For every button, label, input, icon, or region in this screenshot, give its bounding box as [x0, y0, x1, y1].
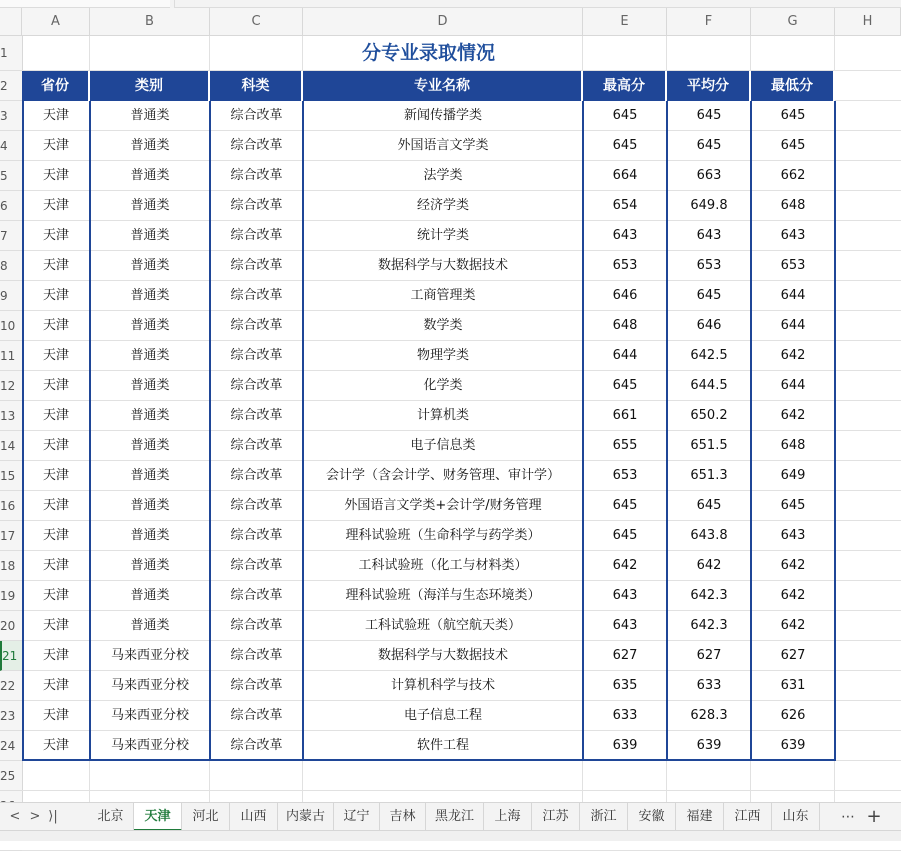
table-column-border: [582, 101, 584, 761]
table-cell[interactable]: 天津: [42, 498, 69, 513]
table-cell[interactable]: 642: [780, 588, 806, 603]
table-cell[interactable]: 646: [696, 318, 722, 333]
table-cell[interactable]: 627: [612, 648, 638, 663]
table-cell[interactable]: 654: [612, 198, 638, 213]
table-cell[interactable]: 628.3: [690, 708, 728, 723]
table-cell[interactable]: 普通类: [130, 258, 170, 273]
row-header-19[interactable]: 19: [0, 581, 22, 611]
table-cell[interactable]: 649: [780, 468, 806, 483]
row-header-7[interactable]: 7: [0, 221, 22, 251]
table-cell[interactable]: 马来西亚分校: [110, 648, 189, 663]
column-header-b[interactable]: B: [90, 8, 210, 35]
column-header-f[interactable]: F: [667, 8, 751, 35]
table-cell[interactable]: 普通类: [130, 558, 170, 573]
row-header-2[interactable]: 2: [0, 71, 22, 101]
table-cell[interactable]: 马来西亚分校: [110, 738, 189, 753]
sheet-tab[interactable]: 江西: [724, 803, 772, 831]
row-header-16[interactable]: 16: [0, 491, 22, 521]
table-cell[interactable]: 外国语言文学类+会计学/财务管理: [344, 498, 542, 513]
table-cell[interactable]: 综合改革: [230, 498, 283, 513]
table-cell[interactable]: 663: [696, 168, 722, 183]
table-cell[interactable]: 软件工程: [416, 738, 469, 753]
sheet-tab[interactable]: 黑龙江: [426, 803, 484, 831]
table-cell[interactable]: 643: [696, 228, 722, 243]
table-cell[interactable]: 635: [612, 678, 638, 693]
row-header-17[interactable]: 17: [0, 521, 22, 551]
table-cell[interactable]: 645: [696, 498, 722, 513]
table-column-border: [22, 101, 24, 761]
table-cell[interactable]: 普通类: [130, 318, 170, 333]
row-header-bar: [0, 36, 23, 802]
table-cell[interactable]: 天津: [42, 258, 69, 273]
table-cell[interactable]: 普通类: [130, 228, 170, 243]
row-header-8[interactable]: 8: [0, 251, 22, 281]
table-cell[interactable]: 627: [780, 648, 806, 663]
row-header-20[interactable]: 20: [0, 611, 22, 641]
table-cell[interactable]: 综合改革: [230, 138, 283, 153]
table-cell[interactable]: 651.3: [690, 468, 728, 483]
table-cell[interactable]: 642.3: [690, 618, 728, 633]
table-column-border: [302, 101, 304, 761]
table-cell[interactable]: 综合改革: [230, 468, 283, 483]
table-cell[interactable]: 天津: [42, 198, 69, 213]
table-cell[interactable]: 643: [780, 528, 806, 543]
select-all-corner[interactable]: [0, 8, 22, 35]
table-cell[interactable]: 653: [780, 258, 806, 273]
row-header-9[interactable]: 9: [0, 281, 22, 311]
table-cell[interactable]: 普通类: [130, 138, 170, 153]
prev-sheet-button[interactable]: <: [9, 809, 21, 824]
row-header-25[interactable]: 25: [0, 761, 22, 791]
table-cell[interactable]: 普通类: [130, 378, 170, 393]
table-cell[interactable]: 627: [696, 648, 722, 663]
table-cell[interactable]: 综合改革: [230, 588, 283, 603]
table-cell[interactable]: 639: [696, 738, 722, 753]
table-cell[interactable]: 664: [612, 168, 638, 183]
table-cell[interactable]: 新闻传播学类: [403, 108, 482, 123]
table-cell[interactable]: 综合改革: [230, 258, 283, 273]
row-header-21[interactable]: 21: [0, 641, 22, 671]
table-cell[interactable]: 综合改革: [230, 738, 283, 753]
table-header-cell[interactable]: 平均分: [667, 71, 751, 101]
table-cell[interactable]: 642: [780, 558, 806, 573]
table-header-cell[interactable]: 科类: [210, 71, 303, 101]
table-cell[interactable]: 天津: [42, 618, 69, 633]
row-header-15[interactable]: 15: [0, 461, 22, 491]
row-header-4[interactable]: 4: [0, 131, 22, 161]
column-header-bar: [0, 8, 901, 36]
table-cell[interactable]: 642: [780, 348, 806, 363]
grid-row-line: [22, 790, 901, 791]
table-cell[interactable]: 648: [780, 438, 806, 453]
table-cell[interactable]: 天津: [42, 318, 69, 333]
table-cell[interactable]: 626: [780, 708, 806, 723]
row-header-23[interactable]: 23: [0, 701, 22, 731]
table-cell[interactable]: 综合改革: [230, 198, 283, 213]
table-cell[interactable]: 综合改革: [230, 288, 283, 303]
sheet-title: 分专业录取情况: [361, 42, 495, 64]
last-sheet-button[interactable]: ⟩|: [48, 809, 58, 824]
table-cell[interactable]: 计算机科学与技术: [390, 678, 495, 693]
table-cell[interactable]: 马来西亚分校: [110, 678, 189, 693]
table-cell[interactable]: 633: [612, 708, 638, 723]
table-cell[interactable]: 651.5: [690, 438, 728, 453]
row-header-1[interactable]: 1: [0, 36, 22, 71]
table-cell[interactable]: 648: [612, 318, 638, 333]
sheet-tab[interactable]: 北京: [88, 803, 134, 831]
table-cell[interactable]: 普通类: [130, 588, 170, 603]
table-cell[interactable]: 会计学（含会计学、财务管理、审计学）: [325, 468, 560, 483]
table-cell[interactable]: 综合改革: [230, 408, 283, 423]
table-cell[interactable]: 工商管理类: [410, 288, 476, 303]
table-cell[interactable]: 天津: [42, 348, 69, 363]
table-cell[interactable]: 外国语言文学类: [397, 138, 489, 153]
table-cell[interactable]: 综合改革: [230, 168, 283, 183]
table-column-border: [89, 101, 91, 761]
table-cell[interactable]: 综合改革: [230, 348, 283, 363]
sheet-tab[interactable]: 河北: [182, 803, 230, 831]
table-cell[interactable]: 综合改革: [230, 558, 283, 573]
table-cell[interactable]: 综合改革: [230, 438, 283, 453]
table-cell[interactable]: 650.2: [690, 408, 728, 423]
next-sheet-button[interactable]: >: [29, 809, 41, 824]
row-header-6[interactable]: 6: [0, 191, 22, 221]
table-cell[interactable]: 普通类: [130, 528, 170, 543]
table-cell[interactable]: 电子信息工程: [403, 708, 482, 723]
table-cell[interactable]: 639: [612, 738, 638, 753]
table-cell[interactable]: 普通类: [130, 408, 170, 423]
row-header-11[interactable]: 11: [0, 341, 22, 371]
table-cell[interactable]: 642.3: [690, 588, 728, 603]
table-cell[interactable]: 645: [696, 288, 722, 303]
table-cell[interactable]: 综合改革: [230, 678, 283, 693]
table-cell[interactable]: 645: [780, 138, 806, 153]
table-cell[interactable]: 645: [696, 138, 722, 153]
table-cell[interactable]: 综合改革: [230, 708, 283, 723]
table-cell[interactable]: 662: [780, 168, 806, 183]
sheet-tab[interactable]: 内蒙古: [278, 803, 334, 831]
table-header-cell[interactable]: 类别: [90, 71, 210, 101]
table-cell[interactable]: 645: [780, 108, 806, 123]
table-cell[interactable]: 天津: [42, 588, 69, 603]
table-cell[interactable]: 普通类: [130, 108, 170, 123]
table-cell[interactable]: 645: [612, 108, 638, 123]
table-cell[interactable]: 统计学类: [416, 228, 469, 243]
table-cell[interactable]: 天津: [42, 378, 69, 393]
table-cell[interactable]: 648: [780, 198, 806, 213]
column-header-a[interactable]: A: [22, 8, 90, 35]
table-cell[interactable]: 643.8: [690, 528, 728, 543]
add-sheet-button[interactable]: +: [866, 806, 882, 827]
row-header-14[interactable]: 14: [0, 431, 22, 461]
window-top-strip: [0, 0, 901, 8]
table-cell[interactable]: 计算机类: [416, 408, 469, 423]
table-cell[interactable]: 综合改革: [230, 228, 283, 243]
table-cell[interactable]: 644: [780, 378, 806, 393]
table-cell[interactable]: 645: [780, 498, 806, 513]
row-header-5[interactable]: 5: [0, 161, 22, 191]
table-cell[interactable]: 642: [780, 618, 806, 633]
row-header-12[interactable]: 12: [0, 371, 22, 401]
row-header-13[interactable]: 13: [0, 401, 22, 431]
table-cell[interactable]: 经济学类: [416, 198, 469, 213]
table-cell[interactable]: 数据科学与大数据技术: [377, 648, 508, 663]
table-cell[interactable]: 天津: [42, 138, 69, 153]
table-cell[interactable]: 645: [612, 138, 638, 153]
table-cell[interactable]: 643: [612, 618, 638, 633]
table-cell[interactable]: 633: [696, 678, 722, 693]
table-cell[interactable]: 综合改革: [230, 618, 283, 633]
table-cell[interactable]: 642: [780, 408, 806, 423]
table-cell[interactable]: 物理学类: [416, 348, 469, 363]
table-cell[interactable]: 645: [612, 528, 638, 543]
table-cell[interactable]: 643: [612, 588, 638, 603]
table-cell[interactable]: 天津: [42, 648, 69, 663]
table-header-cell[interactable]: 最低分: [751, 71, 835, 101]
table-cell[interactable]: 综合改革: [230, 318, 283, 333]
table-cell[interactable]: 644: [780, 318, 806, 333]
table-cell[interactable]: 655: [612, 438, 638, 453]
table-cell[interactable]: 644: [612, 348, 638, 363]
table-bottom-border: [22, 759, 835, 761]
table-cell[interactable]: 天津: [42, 738, 69, 753]
sheet-tab[interactable]: 天津: [134, 803, 182, 831]
table-cell[interactable]: 工科试验班（化工与材料类）: [358, 558, 528, 573]
table-cell[interactable]: 普通类: [130, 348, 170, 363]
table-cell[interactable]: 天津: [42, 288, 69, 303]
table-cell[interactable]: 理科试验班（海洋与生态环境类）: [345, 588, 541, 603]
table-cell[interactable]: 法学类: [423, 168, 463, 183]
table-cell[interactable]: 工科试验班（航空航天类）: [364, 618, 521, 633]
table-cell[interactable]: 645: [612, 378, 638, 393]
table-cell[interactable]: 综合改革: [230, 648, 283, 663]
more-sheets-button[interactable]: ⋯: [841, 809, 855, 825]
top-tab-bar: [174, 0, 901, 8]
table-cell[interactable]: 电子信息类: [410, 438, 476, 453]
column-header-d[interactable]: D: [303, 8, 583, 35]
table-cell[interactable]: 天津: [42, 468, 69, 483]
table-cell[interactable]: 理科试验班（生命科学与药学类）: [345, 528, 541, 543]
sheet-tab[interactable]: 浙江: [580, 803, 628, 831]
sheet-tab[interactable]: 吉林: [380, 803, 426, 831]
table-cell[interactable]: 综合改革: [230, 528, 283, 543]
table-cell[interactable]: 631: [780, 678, 806, 693]
column-header-e[interactable]: E: [583, 8, 667, 35]
table-cell[interactable]: 天津: [42, 558, 69, 573]
table-cell[interactable]: 化学类: [423, 378, 463, 393]
sheet-tab[interactable]: 山东: [772, 803, 820, 831]
status-bar: [0, 830, 901, 841]
table-cell[interactable]: 653: [612, 258, 638, 273]
table-cell[interactable]: 天津: [42, 528, 69, 543]
table-cell[interactable]: 马来西亚分校: [110, 708, 189, 723]
table-cell[interactable]: 642: [696, 558, 722, 573]
table-column-border: [834, 101, 836, 761]
column-header-g[interactable]: G: [751, 8, 835, 35]
table-cell[interactable]: 661: [612, 408, 638, 423]
table-cell[interactable]: 645: [696, 108, 722, 123]
row-header-24[interactable]: 24: [0, 731, 22, 761]
table-cell[interactable]: 645: [612, 498, 638, 513]
table-header-cell[interactable]: 省份: [22, 71, 90, 101]
column-header-h[interactable]: H: [835, 8, 901, 35]
sheet-tab[interactable]: 辽宁: [334, 803, 380, 831]
sheet-tabs-bar: [0, 802, 901, 831]
sheet-tab[interactable]: 江苏: [532, 803, 580, 831]
table-cell[interactable]: 643: [780, 228, 806, 243]
table-cell[interactable]: 数学类: [423, 318, 463, 333]
table-cell[interactable]: 普通类: [130, 618, 170, 633]
table-cell[interactable]: 综合改革: [230, 378, 283, 393]
row-header-10[interactable]: 10: [0, 311, 22, 341]
table-cell[interactable]: 642: [612, 558, 638, 573]
table-cell[interactable]: 普通类: [130, 438, 170, 453]
table-cell[interactable]: 643: [612, 228, 638, 243]
table-cell[interactable]: 653: [696, 258, 722, 273]
table-cell[interactable]: 649.8: [690, 198, 728, 213]
table-cell[interactable]: 天津: [42, 108, 69, 123]
row-header-18[interactable]: 18: [0, 551, 22, 581]
table-cell[interactable]: 639: [780, 738, 806, 753]
table-cell[interactable]: 天津: [42, 168, 69, 183]
table-cell[interactable]: 普通类: [130, 468, 170, 483]
column-header-c[interactable]: C: [210, 8, 303, 35]
table-cell[interactable]: 数据科学与大数据技术: [377, 258, 508, 273]
table-cell[interactable]: 天津: [42, 228, 69, 243]
table-header-cell[interactable]: 最高分: [583, 71, 667, 101]
table-column-border: [666, 101, 668, 761]
table-cell[interactable]: 天津: [42, 678, 69, 693]
row-header-3[interactable]: 3: [0, 101, 22, 131]
table-cell[interactable]: 642.5: [690, 348, 728, 363]
table-cell[interactable]: 天津: [42, 708, 69, 723]
row-header-22[interactable]: 22: [0, 671, 22, 701]
table-column-border: [209, 101, 211, 761]
top-tab: [0, 0, 170, 8]
sheet-tab[interactable]: 安徽: [628, 803, 676, 831]
table-cell[interactable]: 653: [612, 468, 638, 483]
table-cell[interactable]: 普通类: [130, 198, 170, 213]
table-column-border: [750, 101, 752, 761]
table-cell[interactable]: 普通类: [130, 498, 170, 513]
table-cell[interactable]: 646: [612, 288, 638, 303]
sheet-tab[interactable]: 福建: [676, 803, 724, 831]
sheet-tab[interactable]: 山西: [230, 803, 278, 831]
table-cell[interactable]: 644.5: [690, 378, 728, 393]
table-header-cell[interactable]: 专业名称: [303, 71, 583, 101]
table-cell[interactable]: 天津: [42, 408, 69, 423]
table-cell[interactable]: 天津: [42, 438, 69, 453]
table-cell[interactable]: 综合改革: [230, 108, 283, 123]
table-cell[interactable]: 普通类: [130, 168, 170, 183]
sheet-tab[interactable]: 上海: [484, 803, 532, 831]
table-cell[interactable]: 644: [780, 288, 806, 303]
table-cell[interactable]: 普通类: [130, 288, 170, 303]
